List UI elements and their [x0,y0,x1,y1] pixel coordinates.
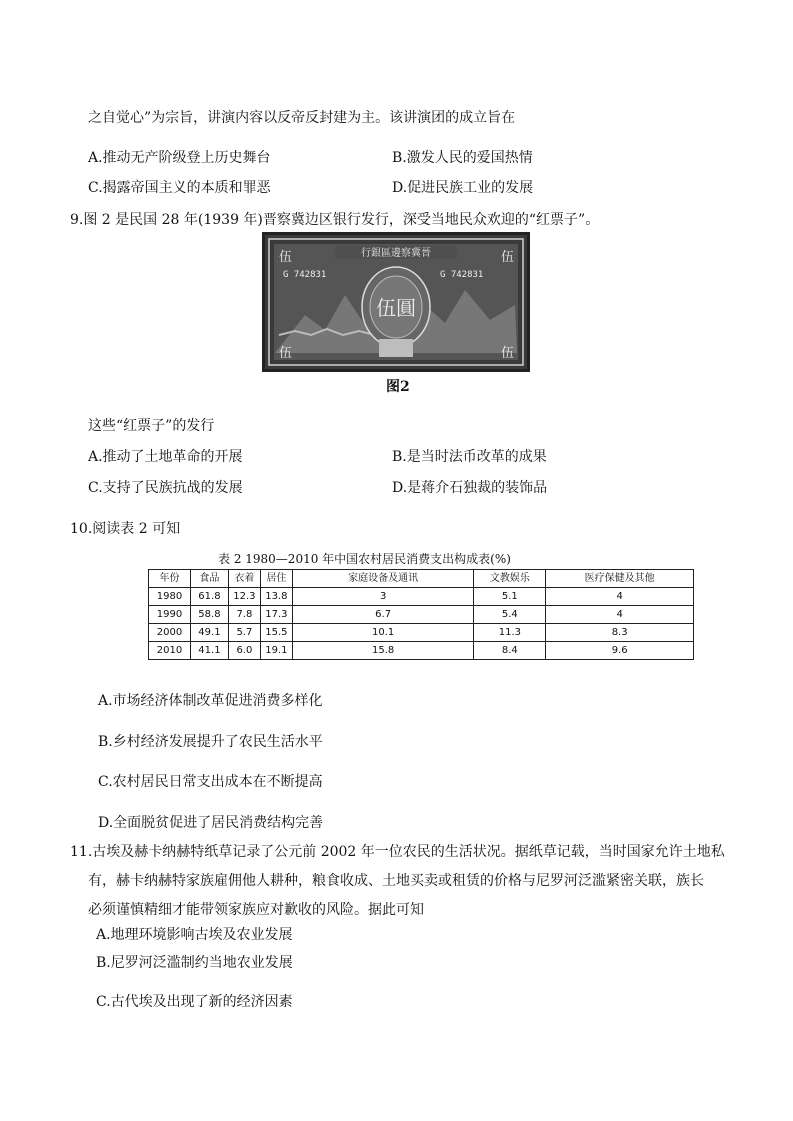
table-cell: 7.8 [228,606,260,624]
q9-option-d[interactable]: D.是蒋介石独裁的装饰品 [392,480,548,496]
q9-stem: 9.图 2 是民国 28 年(1939 年)晋察冀边区银行发行，深受当地民众欢迎的“红票子”。 [70,212,600,228]
q8-option-a[interactable]: A.推动无产阶级登上历史舞台 [88,150,271,166]
table-cell: 5.4 [474,606,546,624]
serial-left-text: G 742831 [283,270,327,280]
serial-right-text: G 742831 [440,270,484,280]
table-cell: 6.0 [228,642,260,660]
table-header: 居住 [260,570,292,588]
corner-mark-tl: 伍 [279,250,293,265]
consumption-table [148,569,694,660]
table-cell: 19.1 [260,642,292,660]
table-cell: 49.1 [190,624,228,642]
table-cell: 8.4 [474,642,546,660]
table-header-row [149,570,694,588]
q9-sub-stem: 这些“红票子”的发行 [88,418,215,434]
table-cell: 58.8 [190,606,228,624]
table-cell: 4 [546,606,694,624]
q8-option-c[interactable]: C.揭露帝国主义的本质和罪恶 [88,180,271,196]
corner-mark-br: 伍 [501,346,515,361]
table-cell: 17.3 [260,606,292,624]
table-row [149,588,694,606]
table-cell: 9.6 [546,642,694,660]
table-header: 文教娱乐 [474,570,546,588]
q11-option-b[interactable]: B.尼罗河泛滥制约当地农业发展 [96,955,293,971]
q8-option-d[interactable]: D.促进民族工业的发展 [392,180,534,196]
table-cell: 10.1 [292,624,474,642]
table-cell: 61.8 [190,588,228,606]
table-cell: 3 [292,588,474,606]
table-cell: 13.8 [260,588,292,606]
intro-line: 之自觉心”为宗旨，讲演内容以反帝反封建为主。该讲演团的成立旨在 [88,110,516,126]
q10-option-b[interactable]: B.乡村经济发展提升了农民生活水平 [98,734,323,750]
table-row [149,606,694,624]
table-cell: 6.7 [292,606,474,624]
q10-option-a[interactable]: A.市场经济体制改革促进消费多样化 [98,693,323,709]
table-cell: 15.5 [260,624,292,642]
q11-option-a[interactable]: A.地理环境影响古埃及农业发展 [96,927,293,943]
table-cell: 5.1 [474,588,546,606]
q10-option-d[interactable]: D.全面脱贫促进了居民消费结构完善 [98,815,324,831]
q11-stem-line-2: 有，赫卡纳赫特家族雇佣他人耕种，粮食收成、土地买卖或租赁的价格与尼罗河泛滥紧密关联，族长 [88,873,704,889]
table-cell: 11.3 [474,624,546,642]
corner-mark-tr: 伍 [501,250,515,265]
table-header: 食品 [190,570,228,588]
figure-2-caption: 图2 [386,379,410,395]
table-header: 年份 [149,570,191,588]
table-cell: 2010 [149,642,191,660]
q10-stem: 10.阅读表 2 可知 [70,521,181,537]
q9-option-c[interactable]: C.支持了民族抗战的发展 [88,480,243,496]
table-cell: 12.3 [228,588,260,606]
q8-option-b[interactable]: B.激发人民的爱国热情 [392,150,533,166]
q9-option-b[interactable]: B.是当时法币改革的成果 [392,449,547,465]
table-cell: 15.8 [292,642,474,660]
denomination-text: 伍圓 [376,296,416,320]
table-cell: 41.1 [190,642,228,660]
q11-stem-line-1: 11.古埃及赫卡纳赫特纸草记录了公元前 2002 年一位农民的生活状况。据纸草记载，当时国家允许土地私 [70,844,725,860]
corner-mark-bl: 伍 [279,346,293,361]
q9-option-a[interactable]: A.推动了土地革命的开展 [88,449,243,465]
table-header: 医疗保健及其他 [546,570,694,588]
table-cell: 1980 [149,588,191,606]
table-header: 家庭设备及通讯 [292,570,474,588]
table-cell: 5.7 [228,624,260,642]
table-cell: 8.3 [546,624,694,642]
table-cell: 4 [546,588,694,606]
banknote-figure [262,232,530,372]
table-cell: 2000 [149,624,191,642]
table-2-title: 表 2 1980—2010 年中国农村居民消费支出构成表(%) [218,552,511,566]
q11-stem-line-3: 必须谨慎精细才能带领家族应对歉收的风险。据此可知 [88,902,424,918]
table-header: 衣着 [228,570,260,588]
q10-option-c[interactable]: C.农村居民日常支出成本在不断提高 [98,774,323,790]
bank-name-text: 行銀區邊察冀晉 [361,248,431,259]
table-cell: 1990 [149,606,191,624]
table-row [149,642,694,660]
table-row [149,624,694,642]
q11-option-c[interactable]: C.古代埃及出现了新的经济因素 [96,994,293,1010]
banknote-image [265,235,527,369]
